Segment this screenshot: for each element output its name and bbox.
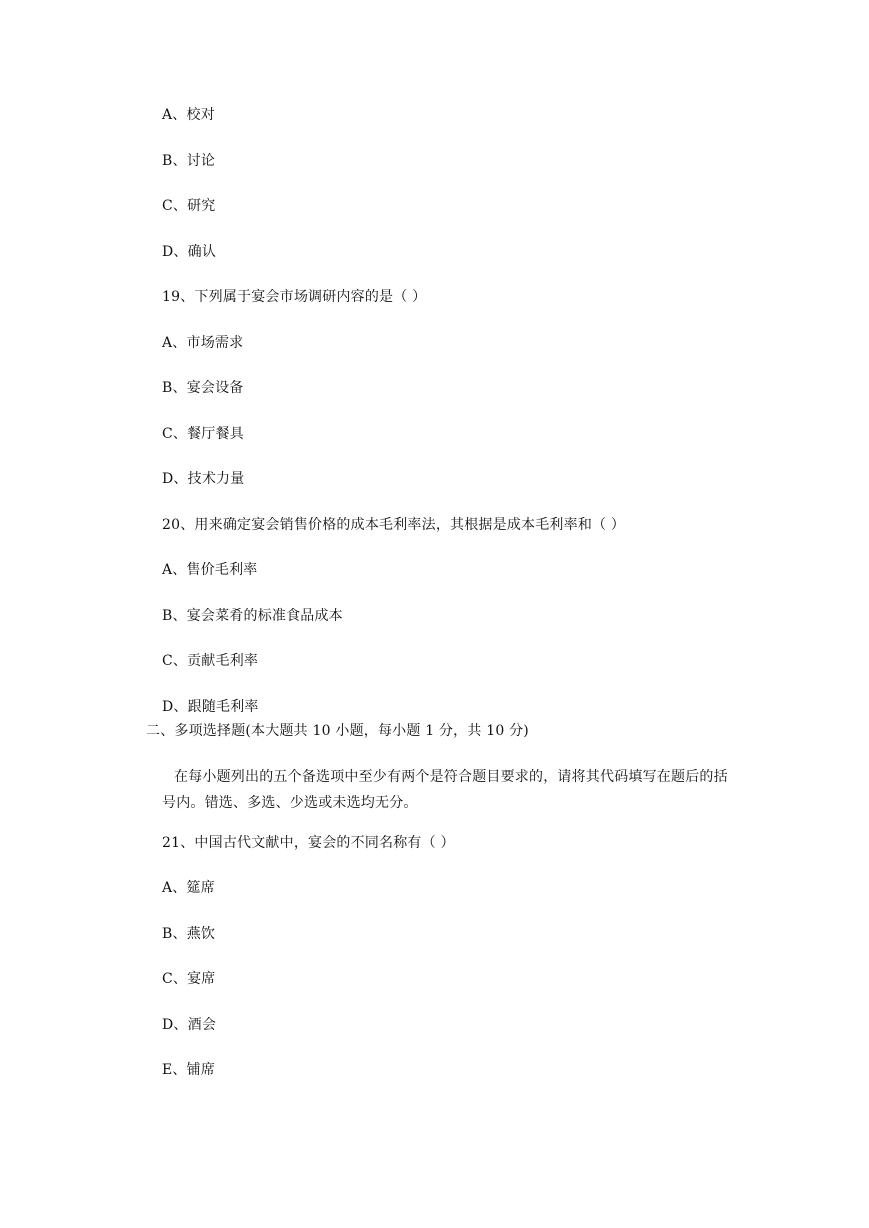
q21-option-a: A、筵席 xyxy=(162,880,215,896)
q18-option-d: D、确认 xyxy=(162,244,217,260)
q18-option-a: A、校对 xyxy=(162,107,215,123)
q19-option-c: C、餐厅餐具 xyxy=(162,426,244,442)
q21-option-d: D、酒会 xyxy=(162,1017,217,1033)
q21-stem: 21、中国古代文献中，宴会的不同名称有（ ） xyxy=(162,835,455,851)
q19-stem: 19、下列属于宴会市场调研内容的是（ ） xyxy=(162,289,427,305)
q20-option-a: A、售价毛利率 xyxy=(162,562,258,578)
q19-option-b: B、宴会设备 xyxy=(162,380,244,396)
q20-stem: 20、用来确定宴会销售价格的成本毛利率法，其根据是成本毛利率和（ ） xyxy=(162,517,626,533)
q21-option-e: E、铺席 xyxy=(162,1062,216,1078)
q21-option-c: C、宴席 xyxy=(162,971,216,987)
q18-option-c: C、研究 xyxy=(162,198,216,214)
q18-option-b: B、讨论 xyxy=(162,153,216,169)
q20-option-b: B、宴会菜肴的标准食品成本 xyxy=(162,608,343,624)
q20-option-c: C、贡献毛利率 xyxy=(162,653,259,669)
section-heading: 二、多项选择题(本大题共 10 小题，每小题 1 分，共 10 分) xyxy=(146,723,529,739)
q20-option-d: D、跟随毛利率 xyxy=(162,699,259,715)
section-instruction: 在每小题列出的五个备选项中至少有两个是符合题目要求的，请将其代码填写在题后的括号内。错选、多选、少选或未选均无分。 xyxy=(162,769,728,811)
q19-option-d: D、技术力量 xyxy=(162,471,245,487)
q19-option-a: A、市场需求 xyxy=(162,335,244,351)
q21-option-b: B、燕饮 xyxy=(162,926,216,942)
